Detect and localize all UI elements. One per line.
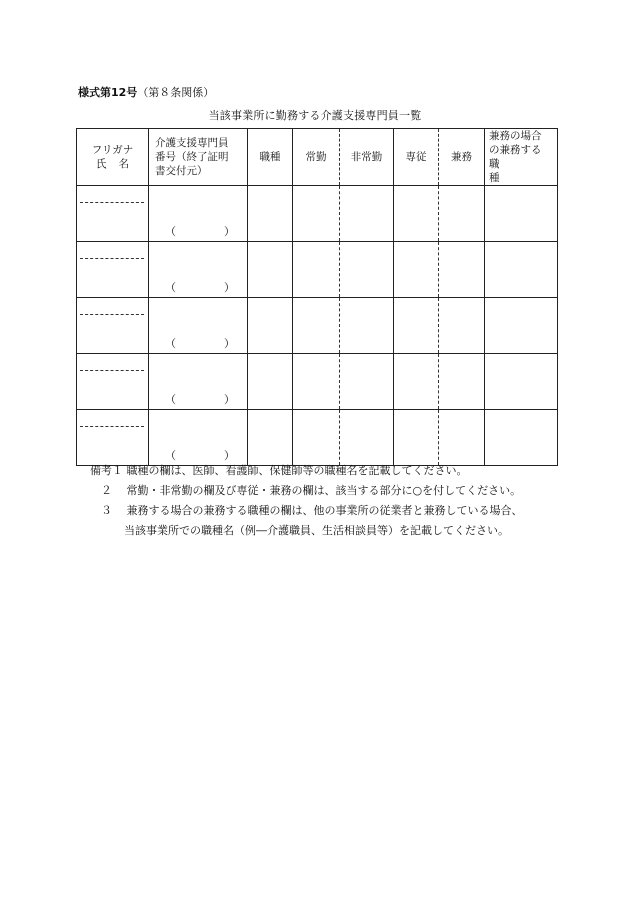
name-cell[interactable]: [77, 298, 149, 354]
paren-open: （: [165, 281, 176, 294]
header-job-type: 職種: [248, 129, 293, 186]
header-dedicated: 専従: [394, 129, 439, 186]
specialist-table: [76, 128, 558, 466]
specialist-number-cell[interactable]: [149, 410, 248, 466]
paren-open: （: [165, 393, 176, 406]
note-3: [90, 501, 570, 521]
note-1: [90, 461, 570, 481]
header-specialist-number: [149, 129, 248, 186]
dedicated-cell[interactable]: [394, 242, 439, 298]
note-3-text-continued: 当該事業所での職種名（例―介護職員、生活相談員等）を記載してください。: [124, 524, 509, 537]
concurrent-cell[interactable]: [439, 410, 485, 466]
paren-open: （: [165, 449, 176, 462]
name-cell[interactable]: [77, 410, 149, 466]
issuer-parentheses: [165, 391, 235, 407]
paren-close: ）: [224, 281, 235, 294]
header-specialist-number-line1: 介護支援専門員: [155, 137, 229, 149]
issuer-parentheses: [165, 335, 235, 351]
furigana-dotted-line: [80, 370, 144, 371]
header-furigana: フリガナ: [91, 144, 134, 156]
name-cell[interactable]: [77, 242, 149, 298]
concurrent-cell[interactable]: [439, 354, 485, 410]
paren-open: （: [165, 337, 176, 350]
concurrent-job-cell[interactable]: [485, 298, 558, 354]
part-time-cell[interactable]: [340, 242, 394, 298]
notes-label: 備考１: [90, 464, 123, 477]
concurrent-job-cell[interactable]: [485, 242, 558, 298]
note-2-number: ２: [101, 484, 112, 497]
paren-close: ）: [224, 449, 235, 462]
name-cell[interactable]: [77, 354, 149, 410]
note-3-continued: [90, 521, 570, 541]
full-time-cell[interactable]: [293, 298, 340, 354]
form-reference: （第８条関係）: [137, 86, 215, 99]
part-time-cell[interactable]: [340, 298, 394, 354]
furigana-dotted-line: [80, 258, 144, 259]
note-3-text: 兼務する場合の兼務する職種の欄は、他の事業所の従業者と兼務している場合、: [126, 504, 523, 517]
header-full-time: 常勤: [293, 129, 340, 186]
furigana-dotted-line: [80, 202, 144, 203]
furigana-dotted-line: [80, 314, 144, 315]
concurrent-cell[interactable]: [439, 186, 485, 242]
header-concurrent-job-line1: 兼務の場合: [489, 130, 542, 142]
header-specialist-number-line3: 書交付元）: [155, 165, 208, 177]
note-2: [90, 481, 570, 501]
form-number-line: [78, 84, 214, 100]
concurrent-job-cell[interactable]: [485, 410, 558, 466]
part-time-cell[interactable]: [340, 354, 394, 410]
table-header-row: [77, 129, 558, 186]
job-type-cell[interactable]: [248, 242, 293, 298]
dedicated-cell[interactable]: [394, 410, 439, 466]
table-row: [77, 354, 558, 410]
dedicated-cell[interactable]: [394, 186, 439, 242]
note-1-text: 職種の欄は、医師、看護師、保健師等の職種名を記載してください。: [126, 464, 468, 477]
table-row: [77, 410, 558, 466]
paren-close: ）: [224, 225, 235, 238]
header-concurrent-job-line3: 職種: [489, 158, 524, 184]
issuer-parentheses: [165, 223, 235, 239]
full-time-cell[interactable]: [293, 410, 340, 466]
full-time-cell[interactable]: [293, 186, 340, 242]
full-time-cell[interactable]: [293, 242, 340, 298]
part-time-cell[interactable]: [340, 410, 394, 466]
full-time-cell[interactable]: [293, 354, 340, 410]
job-type-cell[interactable]: [248, 354, 293, 410]
dedicated-cell[interactable]: [394, 354, 439, 410]
specialist-number-cell[interactable]: [149, 242, 248, 298]
concurrent-cell[interactable]: [439, 242, 485, 298]
concurrent-job-cell[interactable]: [485, 186, 558, 242]
concurrent-cell[interactable]: [439, 298, 485, 354]
table-row: [77, 298, 558, 354]
job-type-cell[interactable]: [248, 410, 293, 466]
header-name: 氏名: [96, 158, 141, 170]
header-concurrent: 兼務: [439, 129, 485, 186]
header-furigana-name: [77, 129, 149, 186]
header-concurrent-job: [485, 129, 558, 186]
specialist-number-cell[interactable]: [149, 354, 248, 410]
form-number: 様式第12号: [78, 86, 138, 99]
table-row: [77, 186, 558, 242]
part-time-cell[interactable]: [340, 186, 394, 242]
paren-close: ）: [224, 337, 235, 350]
furigana-dotted-line: [80, 426, 144, 427]
table-row: [77, 242, 558, 298]
job-type-cell[interactable]: [248, 298, 293, 354]
note-2-text: 常勤・非常勤の欄及び専従・兼務の欄は、該当する部分に○を付してください。: [126, 484, 522, 497]
name-cell[interactable]: [77, 186, 149, 242]
specialist-number-cell[interactable]: [149, 186, 248, 242]
paren-close: ）: [224, 393, 235, 406]
job-type-cell[interactable]: [248, 186, 293, 242]
paren-open: （: [165, 225, 176, 238]
issuer-parentheses: [165, 279, 235, 295]
document-title: 当該事業所に勤務する介護支援専門員一覧: [208, 109, 422, 122]
dedicated-cell[interactable]: [394, 298, 439, 354]
notes-section: [90, 461, 570, 541]
concurrent-job-cell[interactable]: [485, 354, 558, 410]
header-part-time: 非常勤: [340, 129, 394, 186]
header-concurrent-job-line2: の兼務する: [489, 144, 542, 156]
note-3-number: ３: [101, 504, 112, 517]
header-specialist-number-line2: 番号（終了証明: [155, 151, 229, 163]
specialist-number-cell[interactable]: [149, 298, 248, 354]
